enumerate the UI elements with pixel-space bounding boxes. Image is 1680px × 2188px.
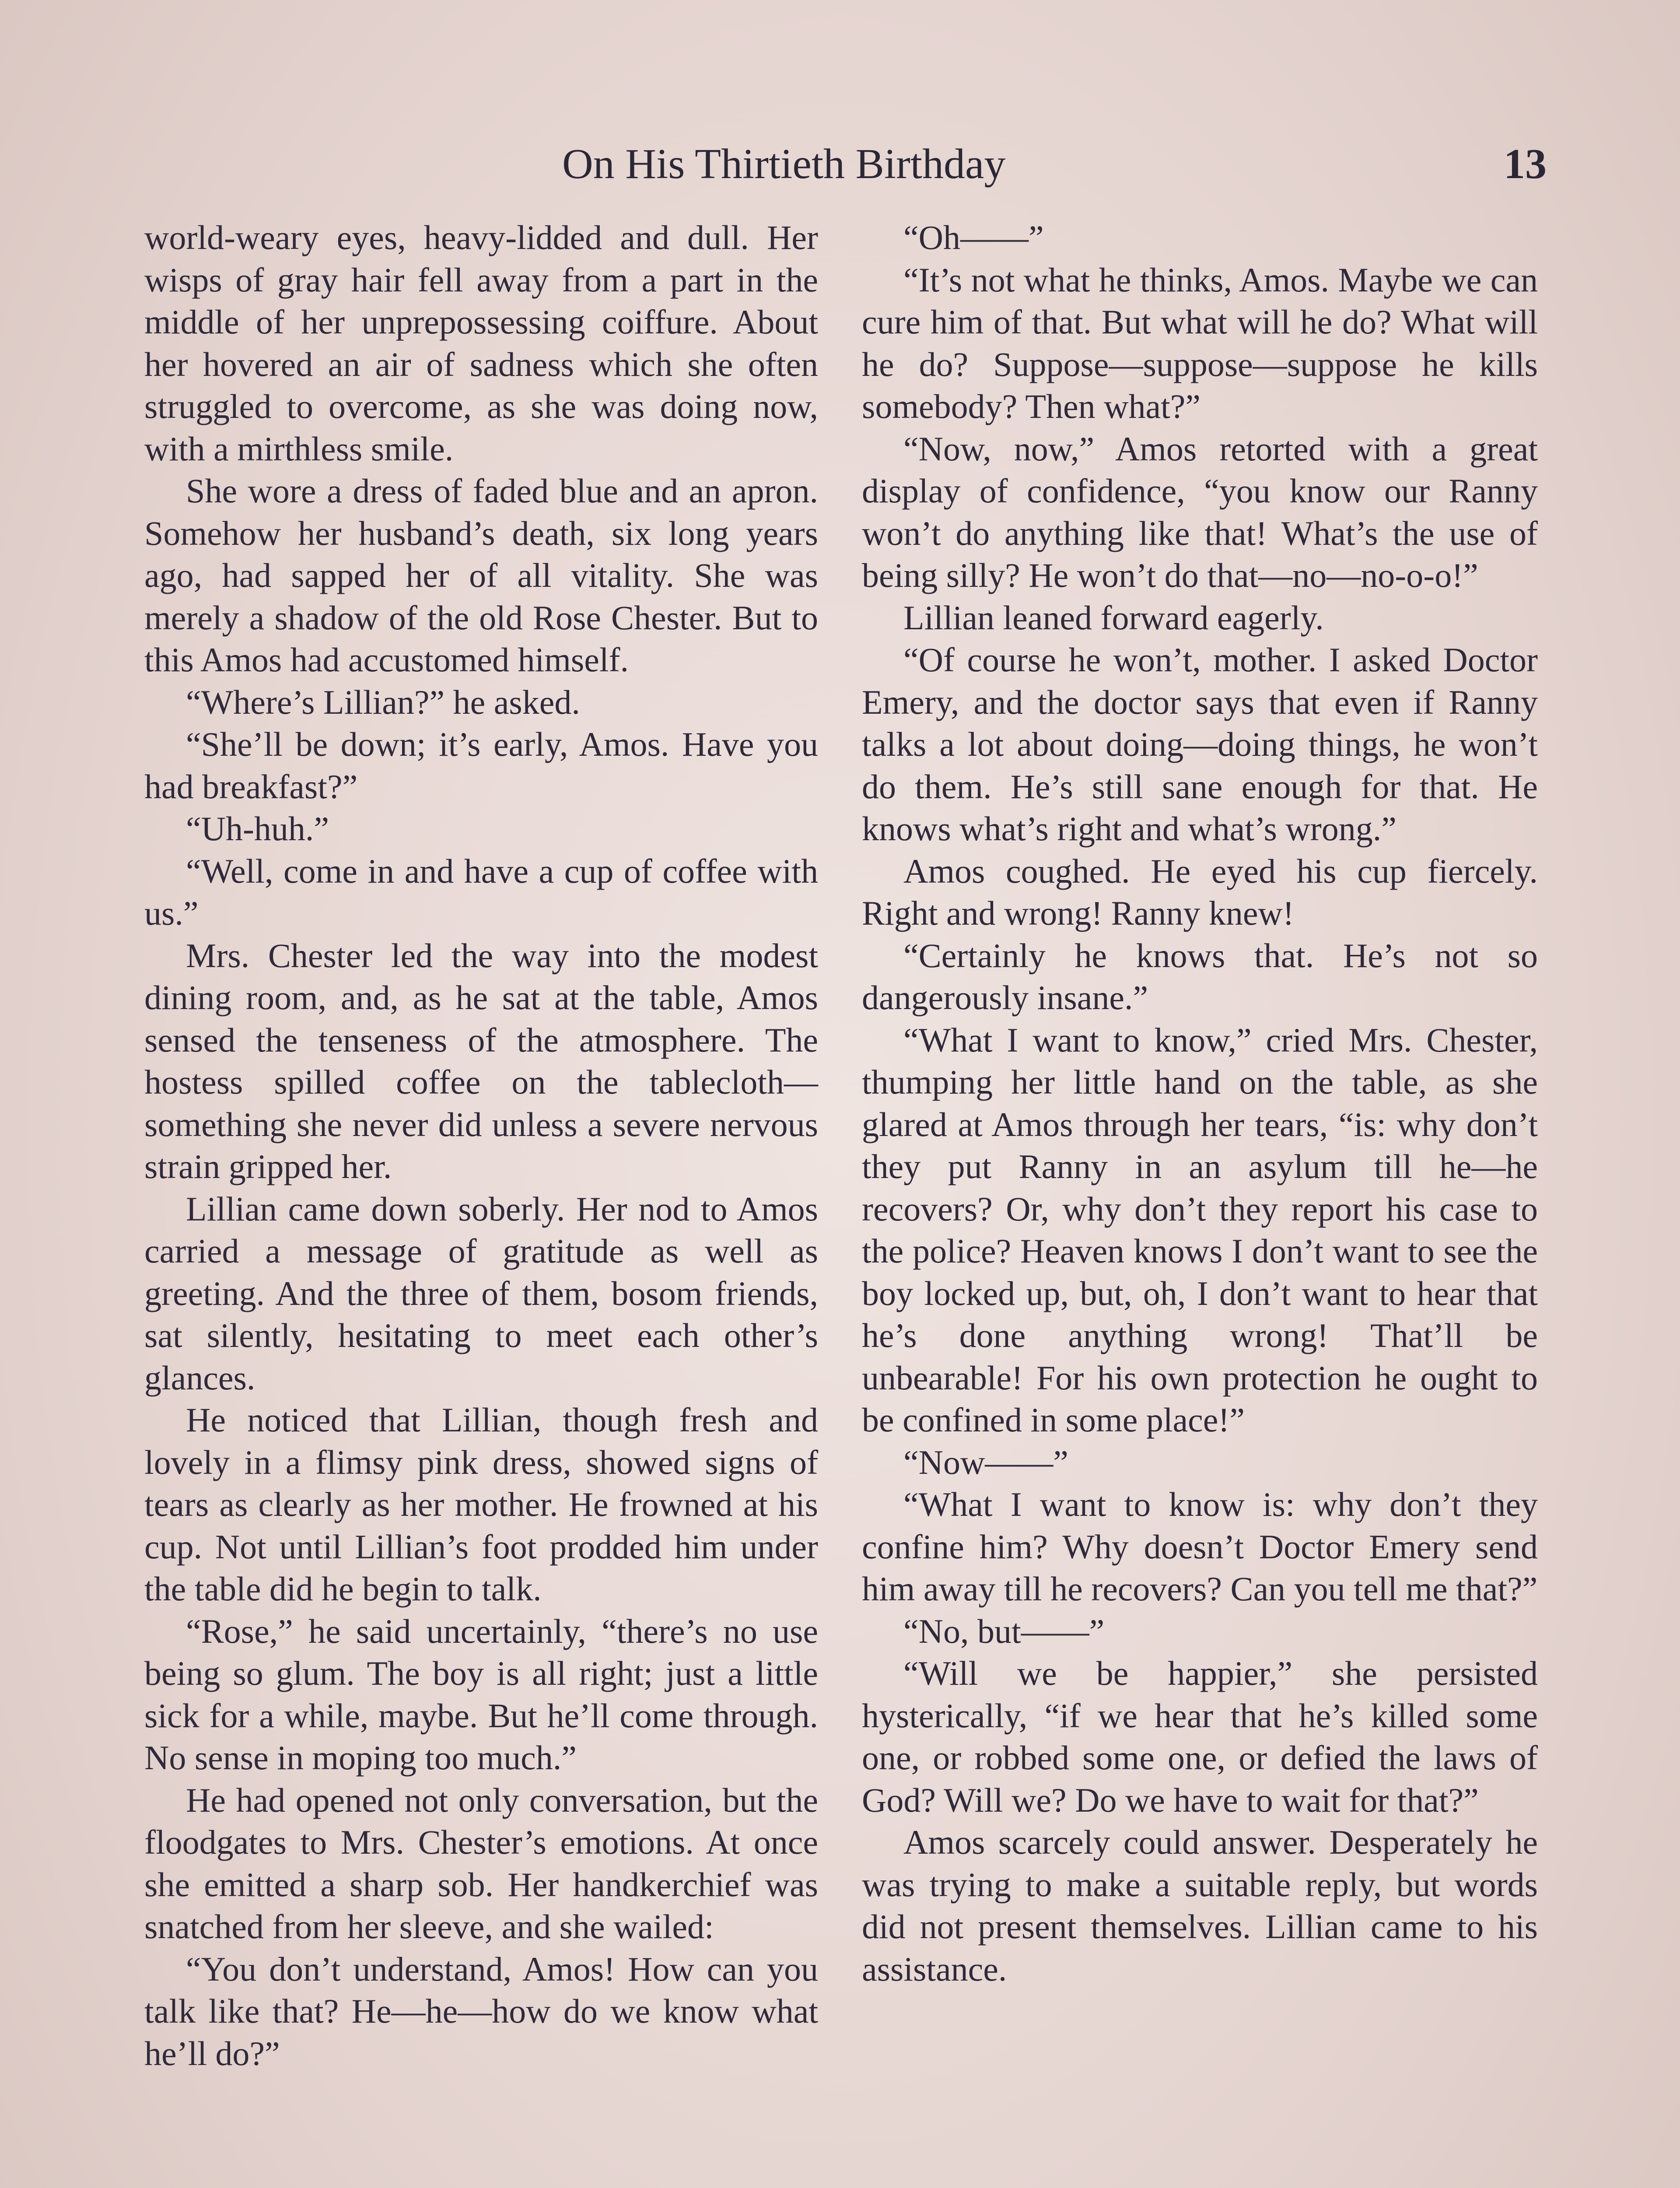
paragraph: “Well, come in and have a cup of coffee with us.” xyxy=(144,852,818,932)
left-column xyxy=(144,217,818,2075)
running-header xyxy=(562,131,1547,197)
paragraph: “What I want to know,” cried Mrs. Chester, thumping her little hand on the table, as she glared at Amos through her tears, “is: why don’t they put Ranny in an asylum till he—he recovers? Or, why don’t they report his case to the police? Heaven knows I don’t want to see the boy locked up, but, oh, I don’t want to hear that he’s done anything wrong! That’ll be unbearable! For his own protection he ought to be confined in some place!” xyxy=(862,1020,1538,1439)
paragraph: “Oh——” xyxy=(903,218,1044,256)
paragraph: “Certainly he knows that. He’s not so dangerously insane.” xyxy=(862,936,1538,1017)
paragraph: “Now——” xyxy=(903,1443,1068,1481)
paragraph: world-weary eyes, heavy-lidded and dull. Her wisps of gray hair fell away from a part in the middle of her unprepossessing coiffure. About her hovered an air of sadness which she often struggled to overcome, as she was doing now, with a mirthless smile. xyxy=(144,218,818,468)
paragraph: She wore a dress of faded blue and an apron. Somehow her husband’s death, six long years ago, had sapped her of all vitality. She was merely a shadow of the old Rose Chester. But to this Amos had accustomed himself. xyxy=(144,472,818,679)
page-number: 13 xyxy=(1504,140,1547,188)
paragraph: Lillian leaned forward eagerly. xyxy=(903,598,1324,637)
paragraph: He had opened not only conversation, but the floodgates to Mrs. Chester’s emotions. At once she emitted a sharp sob. Her handkerchief was snatched from her sleeve, and she wailed: xyxy=(144,1781,818,1946)
right-column xyxy=(862,217,1538,1990)
paragraph: “No, but——” xyxy=(903,1612,1105,1650)
paragraph: “Now, now,” Amos retorted with a great display of confidence, “you know our Ranny won’t do anything like that! What’s the use of being silly? He won’t do that—no—no-o-o!” xyxy=(862,429,1538,594)
paragraph: “Rose,” he said uncertainly, “there’s no use being so glum. The boy is all right; just a little sick for a while, maybe. But he’ll come through. No sense in moping too much.” xyxy=(144,1612,818,1777)
paragraph: “She’ll be down; it’s early, Amos. Have you had breakfast?” xyxy=(144,725,818,806)
paragraph: “Uh-huh.” xyxy=(186,810,329,848)
page-title: On His Thirtieth Birthday xyxy=(562,140,1006,188)
paragraph: “Where’s Lillian?” he asked. xyxy=(186,683,580,721)
paragraph: “Will we be happier,” she persisted hysterically, “if we hear that he’s killed some one, or robbed some one, or defied the laws of God? Will we? Do we have to wait for that?” xyxy=(862,1654,1538,1819)
paragraph: Mrs. Chester led the way into the modest dining room, and, as he sat at the table, Amos sensed the tenseness of the atmosphere. The hostess spilled coffee on the tablecloth—something she never did unless a severe nervous strain gripped her. xyxy=(144,936,818,1185)
paragraph: Amos scarcely could answer. Desperately he was trying to make a suitable reply, but words did not present themselves. Lillian came to his assistance. xyxy=(862,1823,1538,1988)
paragraph: “You don’t understand, Amos! How can you talk like that? He—he—how do we know what he’ll do?” xyxy=(144,1950,818,2072)
paragraph: Lillian came down soberly. Her nod to Amos carried a message of gratitude as well as greeting. And the three of them, bosom friends, sat silently, hesitating to meet each other’s glances. xyxy=(144,1189,818,1397)
paragraph: Amos coughed. He eyed his cup fiercely. Right and wrong! Ranny knew! xyxy=(862,852,1538,932)
paragraph: “Of course he won’t, mother. I asked Doctor Emery, and the doctor says that even if Ranny talks a lot about doing—doing things, he won’t do them. He’s still sane enough for that. He knows what’s right and what’s wrong.” xyxy=(862,641,1538,848)
paragraph: “What I want to know is: why don’t they confine him? Why doesn’t Doctor Emery send him away till he recovers? Can you tell me that?” xyxy=(862,1485,1538,1608)
paragraph: He noticed that Lillian, though fresh and lovely in a flimsy pink dress, showed signs of tears as clearly as her mother. He frowned at his cup. Not until Lillian’s foot prodded him under the table did he begin to talk. xyxy=(144,1401,818,1608)
paragraph: “It’s not what he thinks, Amos. Maybe we can cure him of that. But what will he do? What will he do? Suppose—suppose—suppose he kills somebody? Then what?” xyxy=(862,260,1538,425)
